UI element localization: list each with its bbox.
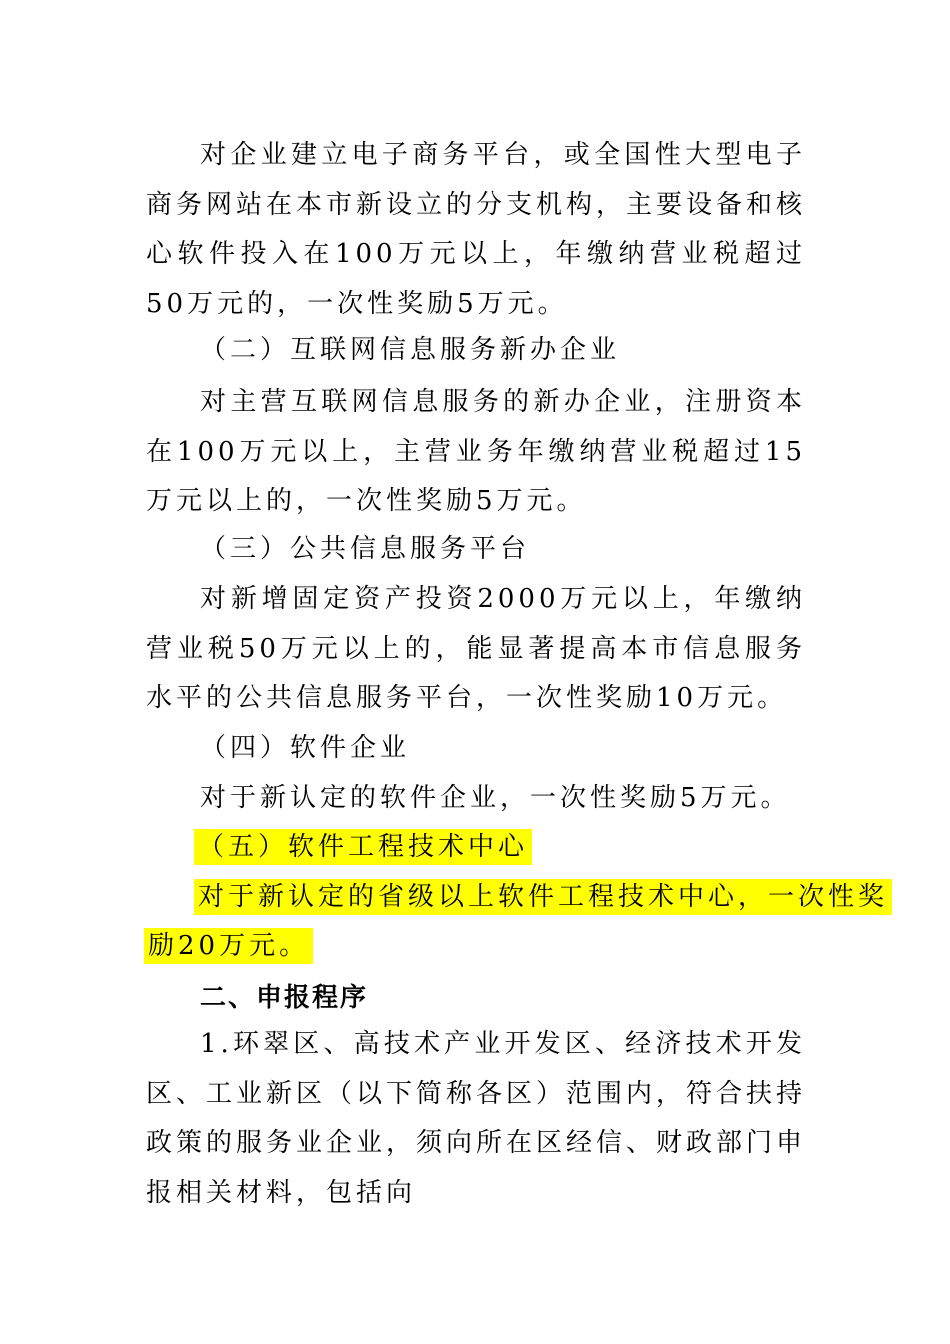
paragraph-software-engineering-center-line1: 对于新认定的省级以上软件工程技术中心，一次性奖 [194, 879, 892, 915]
paragraph-application-procedure: 1.环翠区、高技术产业开发区、经济技术开发区、工业新区（以下简称各区）范围内，符合扶持政策的服务业企业，须向所在区经信、财政部门申报相关材料，包括向 [146, 1029, 807, 1208]
section-heading-application-procedure: 二、申报程序 [200, 983, 369, 1013]
paragraph-software-enterprise: 对于新认定的软件企业，一次性奖励5万元。 [200, 783, 791, 813]
heading-software-enterprise: （四）软件企业 [200, 733, 411, 763]
paragraph-ecommerce: 对企业建立电子商务平台，或全国性大型电子商务网站在本市新设立的分支机构，主要设备和核心软件投入在100万元以上，年缴纳营业税超过50万元的，一次性奖励5万元。 [146, 140, 807, 319]
heading-internet-info-service: （二）互联网信息服务新办企业 [200, 335, 621, 365]
heading-public-info-platform: （三）公共信息服务平台 [200, 534, 531, 564]
paragraph-software-engineering-center-line2: 励20万元。 [144, 928, 313, 964]
paragraph-public-info-platform: 对新增固定资产投资2000万元以上，年缴纳营业税50万元以上的，能显著提高本市信息服务水平的公共信息服务平台，一次性奖励10万元。 [146, 584, 806, 713]
paragraph-internet-info-service: 对主营互联网信息服务的新办企业，注册资本在100万元以上，主营业务年缴纳营业税超过15万元以上的，一次性奖励5万元。 [146, 387, 806, 516]
heading-software-engineering-center: （五）软件工程技术中心 [194, 829, 532, 865]
